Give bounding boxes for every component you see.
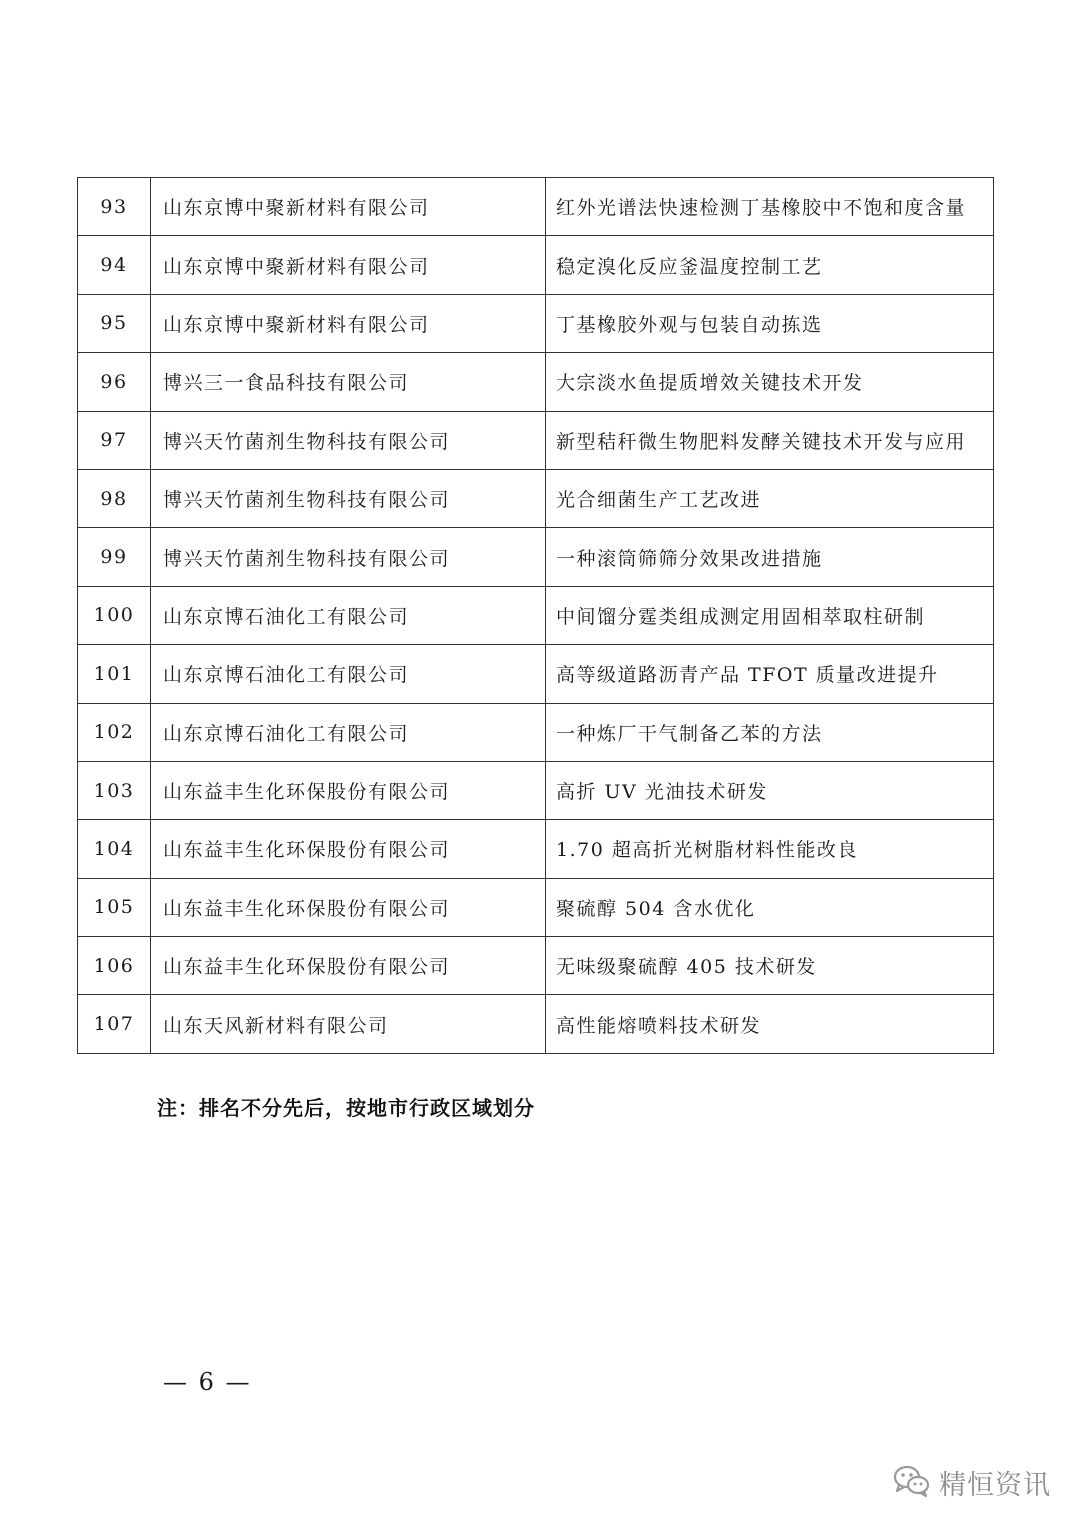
row-number: 97: [78, 411, 151, 469]
project-name: 一种炼厂干气制备乙苯的方法: [546, 703, 994, 761]
project-name: 高折 UV 光油技术研发: [546, 761, 994, 819]
company-name: 博兴天竹菌剂生物科技有限公司: [151, 528, 546, 586]
row-number: 100: [78, 586, 151, 644]
row-number: 99: [78, 528, 151, 586]
company-name: 山东天风新材料有限公司: [151, 995, 546, 1053]
company-name: 山东益丰生化环保股份有限公司: [151, 820, 546, 878]
company-name: 博兴天竹菌剂生物科技有限公司: [151, 469, 546, 527]
watermark: [893, 1463, 1051, 1502]
table-row: [78, 761, 994, 819]
watermark-text: 精恒资讯: [939, 1470, 1051, 1501]
row-number: 98: [78, 469, 151, 527]
table-row: [78, 586, 994, 644]
table-row: [78, 236, 994, 294]
company-name: 山东京博石油化工有限公司: [151, 645, 546, 703]
table-row: [78, 528, 994, 586]
project-name: 丁基橡胶外观与包装自动拣选: [546, 294, 994, 352]
row-number: 107: [78, 995, 151, 1053]
row-number: 105: [78, 878, 151, 936]
project-name: 一种滚筒筛筛分效果改进措施: [546, 528, 994, 586]
row-number: 106: [78, 937, 151, 995]
project-name: 光合细菌生产工艺改进: [546, 469, 994, 527]
project-name: 大宗淡水鱼提质增效关键技术开发: [546, 353, 994, 411]
table-row: [78, 469, 994, 527]
project-name: 高等级道路沥青产品 TFOT 质量改进提升: [546, 645, 994, 703]
footnote: 注：排名不分先后，按地市行政区域划分: [157, 1096, 535, 1120]
table-row: [78, 937, 994, 995]
project-name: 红外光谱法快速检测丁基橡胶中不饱和度含量: [546, 178, 994, 236]
table-row: [78, 178, 994, 236]
project-name: 无味级聚硫醇 405 技术研发: [546, 937, 994, 995]
company-name: 山东京博中聚新材料有限公司: [151, 178, 546, 236]
page-number: — 6 —: [163, 1368, 252, 1396]
award-list-table: [77, 177, 994, 1054]
project-name: 1.70 超高折光树脂材料性能改良: [546, 820, 994, 878]
company-name: 山东益丰生化环保股份有限公司: [151, 937, 546, 995]
table-row: [78, 995, 994, 1053]
company-name: 博兴三一食品科技有限公司: [151, 353, 546, 411]
company-name: 博兴天竹菌剂生物科技有限公司: [151, 411, 546, 469]
company-name: 山东京博中聚新材料有限公司: [151, 294, 546, 352]
project-name: 高性能熔喷料技术研发: [546, 995, 994, 1053]
table-row: [78, 353, 994, 411]
project-name: 稳定溴化反应釜温度控制工艺: [546, 236, 994, 294]
company-name: 山东益丰生化环保股份有限公司: [151, 878, 546, 936]
project-name: 中间馏分霆类组成测定用固相萃取柱研制: [546, 586, 994, 644]
company-name: 山东益丰生化环保股份有限公司: [151, 761, 546, 819]
table-row: [78, 703, 994, 761]
row-number: 101: [78, 645, 151, 703]
project-name: 聚硫醇 504 含水优化: [546, 878, 994, 936]
table-row: [78, 645, 994, 703]
company-name: 山东京博石油化工有限公司: [151, 586, 546, 644]
table-row: [78, 878, 994, 936]
row-number: 95: [78, 294, 151, 352]
wechat-icon: [893, 1464, 931, 1502]
table-body: [78, 178, 994, 1054]
row-number: 102: [78, 703, 151, 761]
row-number: 104: [78, 820, 151, 878]
table-row: [78, 294, 994, 352]
company-name: 山东京博石油化工有限公司: [151, 703, 546, 761]
company-name: 山东京博中聚新材料有限公司: [151, 236, 546, 294]
table-row: [78, 820, 994, 878]
row-number: 93: [78, 178, 151, 236]
row-number: 96: [78, 353, 151, 411]
project-name: 新型秸秆微生物肥料发酵关键技术开发与应用: [546, 411, 994, 469]
row-number: 94: [78, 236, 151, 294]
row-number: 103: [78, 761, 151, 819]
table-row: [78, 411, 994, 469]
